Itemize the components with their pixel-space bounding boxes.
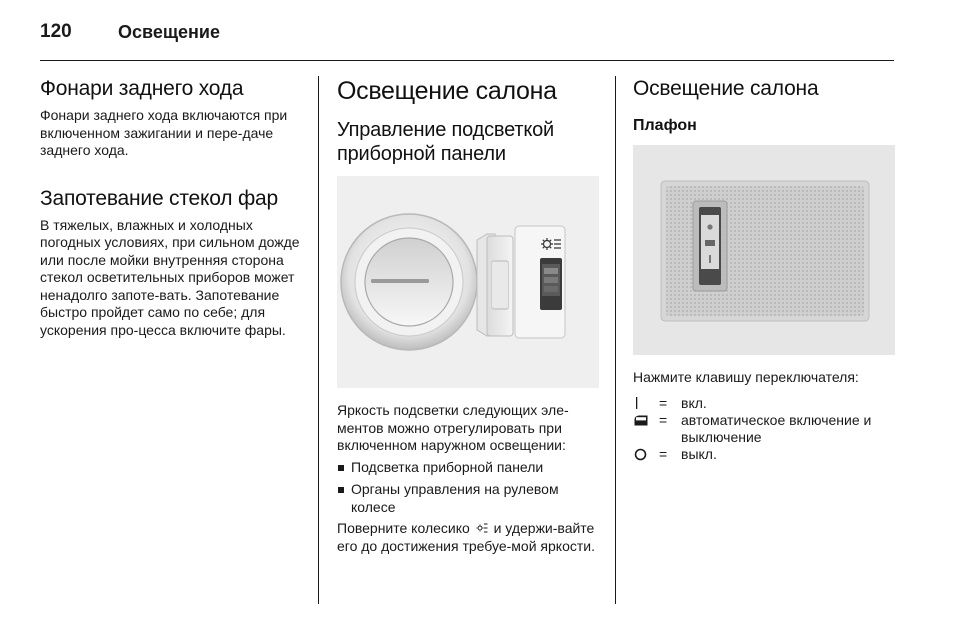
list-item: Подсветка приборной панели	[337, 459, 602, 477]
on-bar-icon	[633, 395, 649, 412]
page-header	[40, 20, 894, 61]
light-switch-illustration	[337, 176, 599, 388]
subsection-title-dashboard-dimmer: Управление подсветкой приборной панели	[337, 119, 555, 165]
courtesy-light-intro: Нажмите клавишу переключателя:	[633, 369, 859, 385]
brightness-wheel-icon	[476, 522, 488, 534]
section-title-interior-lighting-right: Освещение салона	[633, 77, 819, 100]
legend-text: выкл.	[681, 445, 717, 462]
legend-row-off: = выкл.	[633, 446, 895, 463]
switch-position-legend	[633, 395, 895, 463]
column-divider	[615, 76, 616, 604]
dimmer-instruction: Поверните колесико и удержи-вайте его до достижения требуе-мой яркости.	[337, 520, 595, 554]
courtesy-light-figure	[633, 145, 895, 355]
chapter-title: Освещение	[118, 22, 220, 42]
legend-text: вкл.	[681, 394, 707, 411]
off-circle-icon	[633, 446, 649, 463]
courtesy-light-illustration	[633, 145, 895, 355]
section-body-headlamp-fogging: В тяжелых, влажных и холодных погодных условиях, при сильном дожде или после мойки внутренняя сторона стекол осветительных приборов может ненадолго запоте-вать. Запотевание быстро пройдет само по себе; для ускорения про-цесса включите фары.	[40, 216, 300, 338]
legend-row-auto: = автоматическое включение и выключение	[633, 412, 895, 446]
subsection-title-courtesy-light: Плафон	[633, 117, 697, 134]
section-title-reversing-lights: Фонари заднего хода	[40, 77, 244, 100]
legend-row-on: = вкл.	[633, 395, 895, 412]
door-auto-icon	[633, 412, 649, 429]
column-right	[633, 76, 895, 463]
legend-text: автоматическое включение и выключение	[681, 411, 872, 445]
section-title-headlamp-fogging: Запотевание стекол фар	[40, 186, 278, 210]
column-left	[40, 76, 308, 339]
list-item: Органы управления на рулевом колесе	[337, 481, 602, 516]
column-divider	[318, 76, 319, 604]
page-number: 120	[40, 21, 72, 42]
dimmer-intro: Яркость подсветки следующих эле-ментов можно отрегулировать при включенном наружном освещении:	[337, 402, 569, 453]
section-body-reversing-lights: Фонари заднего хода включаются при включенном зажигании и пере-даче заднего хода.	[40, 107, 288, 158]
column-middle	[337, 76, 602, 555]
light-switch-figure	[337, 176, 599, 388]
section-title-interior-lighting: Освещение салона	[337, 77, 557, 105]
dimmer-item-list	[337, 459, 602, 517]
